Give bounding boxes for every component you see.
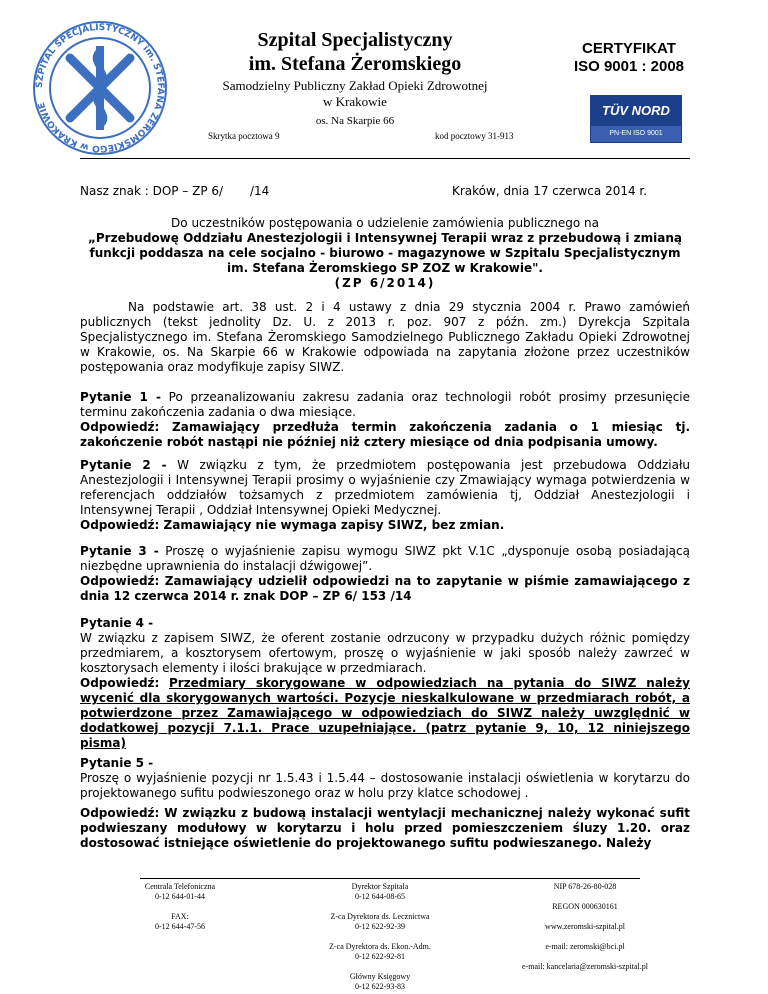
answer-2: Odpowiedź: Zamawiający nie wymaga zapisy SIWZ, bez zmian. [80, 518, 505, 532]
question-3-label: Pytanie 3 - [80, 544, 159, 558]
question-1-label: Pytanie 1 - [80, 390, 161, 404]
footer-line: Z-ca Dyrektora ds. Lecznictwa [330, 912, 430, 921]
addressee-line2: „Przebudowę Oddziału Anestezjologii i Intensywnej Terapii wraz z przebudową i zmianą [87, 231, 683, 245]
certificate-standard: ISO 9001 : 2008 [573, 58, 685, 75]
hospital-subtitle-line1: Samodzielny Publiczny Zakład Opieki Zdrowotnej [222, 78, 488, 93]
footer-line: 0-12 622-92-81 [355, 952, 405, 961]
footer-website-link[interactable]: www.zeromski-szpital.pl [545, 922, 625, 931]
header-divider [80, 158, 690, 159]
footer-line: Centrala Telefoniczna [144, 882, 216, 891]
tuv-label: TÜV NORD [591, 96, 681, 126]
question-1-text: Po przeanalizowaniu zakresu zadania oraz technologii robót prosimy przesunięcie terminu zakończenia zadania o dwa miesiące. [80, 390, 691, 419]
footer-line: 0-12 644-47-56 [155, 922, 205, 931]
question-5-text: Proszę o wyjaśnienie pozycji nr 1.5.43 i 1.5.44 – dostosowanie instalacji oświetlenia w korytarzu do projektowanego sufitu podwieszonego oraz w holu przy klatce schodowej . [80, 771, 690, 800]
footer-line: 0-12 622-92-39 [355, 922, 405, 931]
po-box: Skrytka pocztowa 9 [208, 131, 280, 141]
tuv-standard: PN-EN ISO 9001 [591, 126, 681, 142]
hospital-logo [30, 18, 170, 158]
question-2-label: Pytanie 2 - [80, 458, 167, 472]
footer-column-phones [110, 882, 250, 932]
footer-column-contact [500, 882, 670, 972]
footer-line: Dyrektor Szpitala [351, 882, 409, 891]
certificate-title: CERTYFIKAT [582, 40, 676, 57]
place-date: Kraków, dnia 17 czerwca 2014 r. [452, 184, 648, 198]
question-3 [80, 544, 690, 604]
intro-section [80, 300, 690, 375]
answer-4-label: Odpowiedź: [80, 676, 160, 690]
answer-4: Przedmiary skorygowane w odpowiedziach na pytania do SIWZ należy wycenić dla skorygowanych wartości. Pozycje nieskalkulowane w przedmiarach robót, a potwierdzone przez Zamawiającego w odpowiedziach do SIWZ należy uwzględnić w dodatkowej pozycji 7.1.1. Prace uzupełniające. (patrz pytanie 9, 10, 12 niniejszego pisma) [80, 676, 690, 750]
addressee-line4: im. Stefana Żeromskiego SP ZOZ w Krakowie". [227, 261, 543, 275]
footer-line: 0-12 622-93-83 [355, 982, 405, 991]
footer-line: 0-12 644-01-44 [155, 892, 205, 901]
question-2 [80, 458, 690, 533]
footer-line: 0-12 644-08-65 [355, 892, 405, 901]
question-1 [80, 390, 690, 450]
logo-circle-text: SZPITAL SPECJALISTYCZNY im. STEFANA ŻEROMSKIEGO w KRAKOWIE [34, 22, 166, 154]
footer-email-link[interactable]: e-mail: zeromski@bci.pl [545, 942, 625, 951]
hospital-name-line2: im. Stefana Żeromskiego [248, 53, 462, 75]
answer-3: Odpowiedź: Zamawiający udzielił odpowiedzi na to zapytanie w piśmie zamawiającego z dnia 12 czerwca 2014 r. znak DOP – ZP 6/ 153 /14 [80, 574, 690, 603]
footer-email-link[interactable]: e-mail: kancelaria@zeromski-szpital.pl [522, 962, 648, 971]
footer-nip: NIP 678-26-80-028 [553, 882, 617, 891]
hospital-subtitle-line2: w Krakowie [323, 94, 387, 109]
question-4-text: W związku z zapisem SIWZ, że oferent zostanie odrzucony w przypadku dużych różnic pomiędzy przedmiarem, a kosztorysem ofertowym, proszę o wyjaśnienie w jaki sposób należy zawrzeć w kosztorysach elementy i ilości brakujące w przedmiarach. [80, 631, 690, 675]
question-5-label: Pytanie 5 - [80, 756, 154, 770]
answer-5-section [80, 806, 690, 851]
intro-paragraph: Na podstawie art. 38 ust. 2 i 4 ustawy z dnia 29 stycznia 2004 r. Prawo zamówień publicznych (tekst jednolity Dz. U. z 2013 r. poz. 907 z późn. zm.) Dyrekcja Szpitala Specjalistycznego im. Stefana Żeromskiego Samodzielnego Publicznego Zakładu Opieki Zdrowotnej w Krakowie, os. Na Skarpie 66 w Krakowie odpowiada na zapytania złożone przez uczestników postępowania oraz modyfikuje zapisy SIWZ. [80, 300, 690, 374]
addressee-line3: funkcji poddasza na cele socjalno - biurowo - magazynowe w Szpitalu Specjalistycznym [89, 246, 681, 260]
footer-line: Główny Księgowy [349, 972, 411, 981]
our-reference-number: /14 [250, 184, 270, 198]
answer-5: Odpowiedź: W związku z budową instalacji wentylacji mechanicznej należy wykonać sufit podwieszany modułowy w korytarzu i holu przed pomieszczeniem śluzy 1.20. oraz dostosować istniejące oświetlenie do projektowanego sufitu podwieszanego. Należy [80, 806, 690, 850]
footer-divider [140, 878, 640, 879]
footer-column-directors [300, 882, 460, 992]
footer-line: Z-ca Dyrektora ds. Ekon.-Adm. [329, 942, 431, 951]
postal-code: kod pocztowy 31-913 [435, 131, 514, 141]
question-5 [80, 756, 690, 801]
footer-line: FAX: [171, 912, 189, 921]
answer-1: Odpowiedź: Zamawiający przedłuża termin zakończenia zadania o 1 miesiąc tj. zakończenie robót nastąpi nie później niż cztery miesiące od dnia podpisania umowy. [80, 420, 690, 449]
question-4-label: Pytanie 4 - [80, 616, 154, 630]
question-4 [80, 616, 690, 751]
addressee-line1: Do uczestników postępowania o udzielenie zamówienia publicznego na [171, 216, 599, 230]
our-reference: Nasz znak : DOP – ZP 6/ [80, 184, 224, 198]
footer-regon: REGON 000630161 [552, 902, 618, 911]
hospital-address: os. Na Skarpie 66 [315, 115, 395, 127]
question-3-text: Proszę o wyjaśnienie zapisu wymogu SIWZ pkt V.1C „dysponuje osobą posiadającą niezbędne uprawnienia do instalacji dźwigowej”. [80, 544, 690, 573]
procedure-code: (ZP 6/2014) [334, 276, 436, 290]
tuv-nord-badge [590, 95, 682, 143]
hospital-name-line1: Szpital Specjalistyczny [257, 29, 453, 51]
question-2-text: W związku z tym, że przedmiotem postępowania jest przebudowa Oddziału Anestezjologii i Intensywnej Terapii prosimy o wyjaśnienie czy Zmawiający wymaga potwierdzenia w referencjach oddziałów tożsamych z przedmiotem zamówienia tj, Oddział Anestezjologii i Intensywnej Terapii , Oddział Intensywnej Opieki Medycznej. [80, 458, 691, 517]
addressee-block [80, 216, 690, 291]
